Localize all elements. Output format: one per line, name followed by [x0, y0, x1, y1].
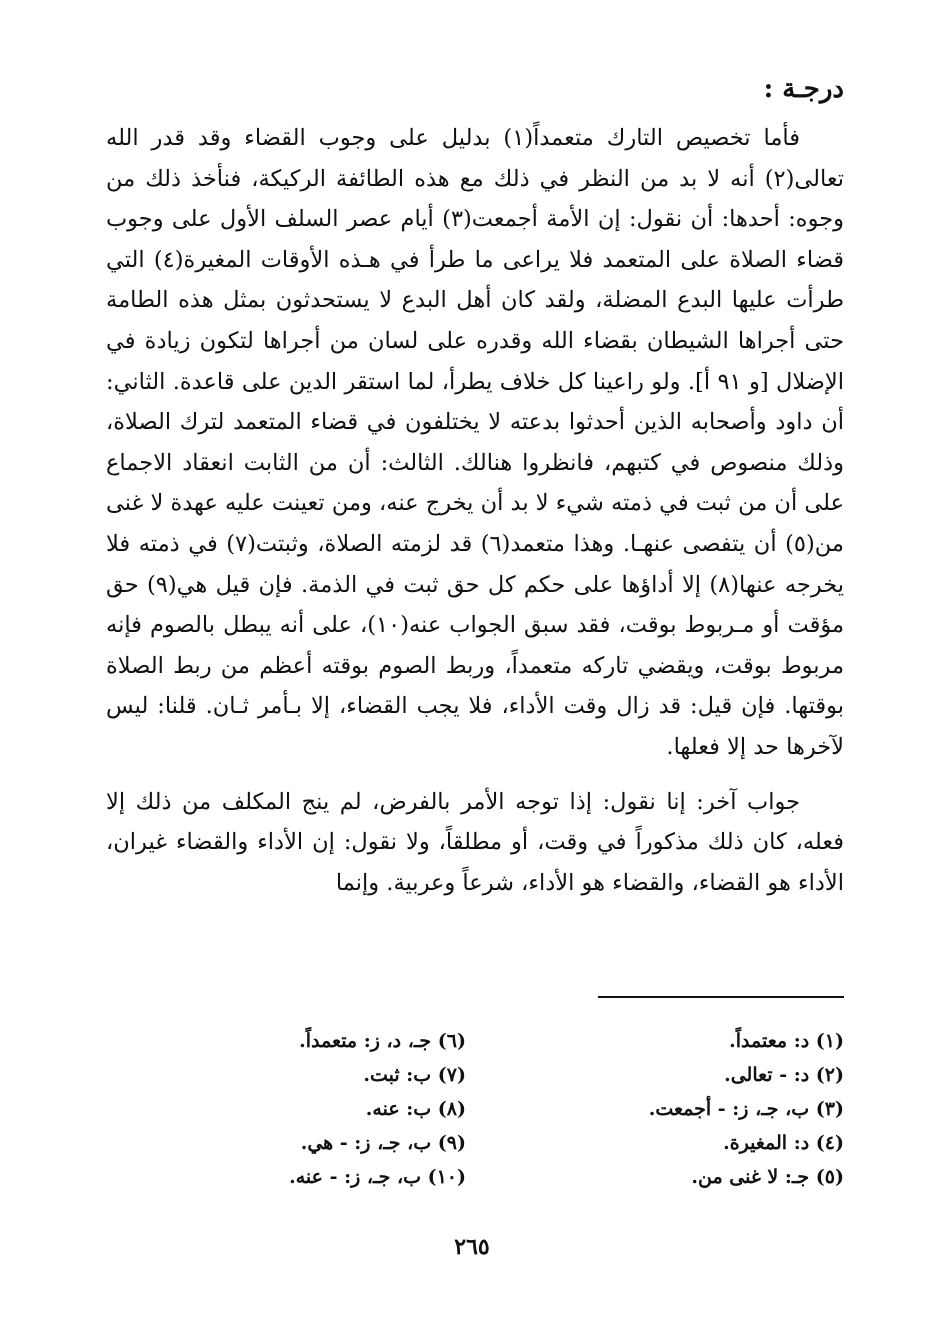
footnote-1: (١) د: معتمداً.: [729, 1030, 844, 1052]
footnote-separator: [598, 996, 844, 998]
section-heading: درجـة :: [763, 74, 844, 104]
footnote-9: (٩) ب، جـ، ز: - هي.: [300, 1132, 466, 1154]
footnote-3: (٣) ب، جـ، ز: - أجمعت.: [648, 1098, 844, 1120]
footnote-2: (٢) د: - تعالى.: [724, 1064, 844, 1086]
footnote-5: (٥) جـ: لا غنى من.: [691, 1166, 844, 1188]
footnote-7: (٧) ب: ثبت.: [363, 1064, 466, 1086]
footnotes-right-column: [544, 1024, 844, 1194]
footnotes-left-column: [166, 1024, 466, 1194]
footnote-4: (٤) د: المغيرة.: [723, 1132, 844, 1154]
paragraph-1: فأما تخصيص التارك متعمداً(١) بدليل على وجوب القضاء وقد قدر الله تعالى(٢) أنه لا بد من النظر في ذلك مع هذه الطائفة الركيكة، فنأخذ ذلك من وجوه: أحدها: أن نقول: إن الأمة أجمعت(٣) أيام عصر السلف الأول على وجوب قضاء الصلاة على المتعمد فلا يراعى ما طرأ في هـذه الأوقات المغيرة(٤) التي طرأت عليها البدع المضلة، ولقد كان أهل البدع لا يستحدثون بمثل هذه الطامة حتى أجراها الشيطان بقضاء الله وقدره على لسان من أجراها لتكون زيادة في الإضلال [و ٩١ أ]. ولو راعينا كل خلاف يطرأ، لما استقر الدين على قاعدة. الثاني: أن داود وأصحابه الذين أحدثوا بدعته لا يختلفون في قضاء المتعمد لترك الصلاة، وذلك منصوص في كتبهم، فانظروا هنالك. الثالث: أن من الثابت انعقاد الاجماع على أن من ثبت في ذمته شيء لا بد أن يخرج عنه، ومن تعينت عليه عهدة لا غنى من(٥) أن يتفصى عنهـا. وهذا متعمد(٦) قد لزمته الصلاة، وثبتت(٧) في ذمته فلا يخرجه عنها(٨) إلا أداؤها على حكم كل حق ثبت في الذمة. فإن قيل هي(٩) حق مؤقت أو مـربوط بوقت، فقد سبق الجواب عنه(١٠)، على أنه يبطل بالصوم فإنه مربوط بوقت، ويقضي تاركه متعمداً، وربط الصوم بوقته أعظم من ربط الصلاة بوقتها. فإن قيل: قد زال وقت الأداء، فلا يجب القضاء، إلا بـأمر ثـان. قلنا: ليس لآخرها حد إلا فعلها.: [106, 125, 845, 760]
page-number: ٢٦٥: [454, 1234, 490, 1260]
footnote-8: (٨) ب: عنه.: [365, 1098, 466, 1120]
footnote-10: (١٠) ب، جـ، ز: - عنه.: [289, 1166, 466, 1188]
main-text: [106, 118, 844, 903]
footnote-6: (٦) جـ، د، ز: متعمداً.: [299, 1030, 466, 1052]
paragraph-2: جواب آخر: إنا نقول: إذا توجه الأمر بالفرض، لم ينج المكلف من ذلك إلا فعله، كان ذلك مذكوراً في وقت، أو مطلقاً، ولا نقول: إن الأداء والقضاء غيران، الأداء هو القضاء، والقضاء هو الأداء، شرعاً وعربية. وإنما: [106, 788, 844, 896]
